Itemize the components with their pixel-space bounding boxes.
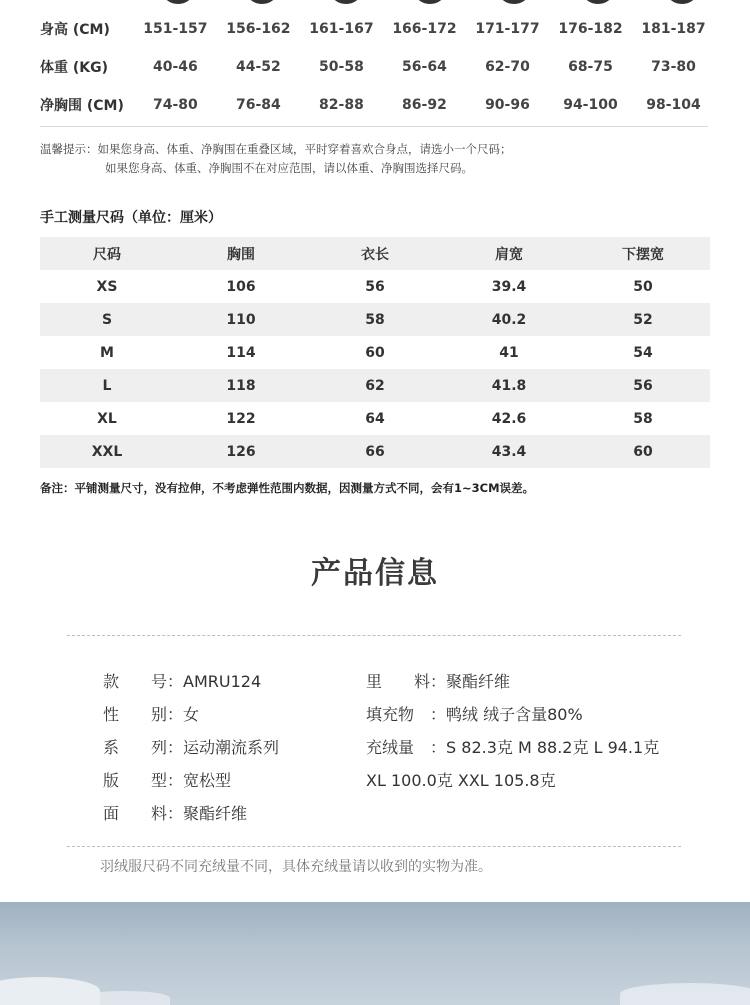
height-row bbox=[40, 10, 715, 48]
size-marker bbox=[247, 0, 277, 4]
cell: 68-75 bbox=[568, 59, 613, 75]
info-row: 填充物 ： 鸭绒 绒子含量80% bbox=[366, 698, 659, 731]
info-row: 充绒量 ： S 82.3克 M 88.2克 L 94.1克 bbox=[366, 731, 659, 764]
cell: 42.6 bbox=[491, 410, 527, 427]
cell: 43.4 bbox=[491, 443, 527, 460]
info-value: 运动潮流系列 bbox=[183, 738, 280, 757]
cell: 114 bbox=[226, 344, 256, 361]
banner-image bbox=[0, 902, 750, 1005]
cell: L bbox=[102, 377, 112, 394]
info-value: 聚酯纤维 bbox=[183, 804, 248, 823]
info-row: 款 号 ： AMRU124 bbox=[103, 665, 279, 698]
info-key: 系 列 bbox=[103, 738, 167, 757]
cell: XXL bbox=[91, 443, 123, 460]
cell: 82-88 bbox=[319, 97, 364, 113]
header-cell: 胸围 bbox=[227, 246, 255, 263]
body-size-table bbox=[40, 10, 715, 124]
info-value: AMRU124 bbox=[183, 672, 262, 691]
cell: 110 bbox=[226, 311, 256, 328]
header-cell: 下摆宽 bbox=[622, 246, 664, 263]
cell: 62-70 bbox=[485, 59, 530, 75]
info-row bbox=[366, 764, 659, 797]
cell: 86-92 bbox=[402, 97, 447, 113]
info-value: 聚酯纤维 bbox=[446, 672, 511, 691]
info-value: 女 bbox=[183, 705, 200, 724]
info-key: 填充物 bbox=[366, 705, 415, 724]
info-key: 性 别 bbox=[103, 705, 167, 724]
cell: M bbox=[100, 344, 114, 361]
cell: 66 bbox=[365, 443, 385, 460]
cell: 50 bbox=[633, 278, 653, 295]
product-info-left bbox=[103, 665, 279, 830]
cell: 98-104 bbox=[646, 97, 701, 113]
info-key: 里 料 bbox=[366, 672, 430, 691]
cell: 44-52 bbox=[236, 59, 281, 75]
cloud-shape bbox=[80, 991, 170, 1005]
table-row bbox=[40, 270, 710, 303]
cell: 161-167 bbox=[309, 21, 374, 37]
cell: 176-182 bbox=[558, 21, 623, 37]
info-key: 面 料 bbox=[103, 804, 167, 823]
cell: 60 bbox=[633, 443, 653, 460]
info-row: 系 列 ： 运动潮流系列 bbox=[103, 731, 279, 764]
cell: 181-187 bbox=[641, 21, 706, 37]
cell: 90-96 bbox=[485, 97, 530, 113]
cell: 122 bbox=[226, 410, 256, 427]
cell: 39.4 bbox=[491, 278, 527, 295]
cell: 50-58 bbox=[319, 59, 364, 75]
chest-row bbox=[40, 86, 715, 124]
cell: 60 bbox=[365, 344, 385, 361]
table-row bbox=[40, 303, 710, 336]
info-key: 充绒量 bbox=[366, 738, 415, 757]
measure-title: 手工测量尺码（单位：厘米） bbox=[40, 210, 222, 226]
product-info-right bbox=[366, 665, 659, 797]
size-marker bbox=[583, 0, 613, 4]
measure-note: 备注：平铺测量尺寸，没有拉伸，不考虑弹性范围内数据，因测量方式不同，会有1~3CM误差。 bbox=[40, 481, 535, 495]
size-marker bbox=[415, 0, 445, 4]
cell: 126 bbox=[226, 443, 256, 460]
disclaimer: 羽绒服尺码不同充绒量不同，具体充绒量请以收到的实物为准。 bbox=[100, 859, 492, 875]
tip-line-2: 如果您身高、体重、净胸围不在对应范围，请以体重、净胸围选择尺码。 bbox=[105, 161, 473, 175]
info-row: 里 料 ： 聚酯纤维 bbox=[366, 665, 659, 698]
weight-row bbox=[40, 48, 715, 86]
cell: 76-84 bbox=[236, 97, 281, 113]
cell: XS bbox=[96, 278, 118, 295]
info-value: 鸭绒 绒子含量80% bbox=[446, 705, 583, 724]
info-row: 性 别 ： 女 bbox=[103, 698, 279, 731]
cell: 74-80 bbox=[153, 97, 198, 113]
info-value: S 82.3克 M 88.2克 L 94.1克 bbox=[446, 738, 660, 757]
cell: 151-157 bbox=[143, 21, 208, 37]
dashed-divider bbox=[67, 635, 681, 636]
info-value: 宽松型 bbox=[183, 771, 232, 790]
cell: 166-172 bbox=[392, 21, 457, 37]
cell: 73-80 bbox=[651, 59, 696, 75]
cell: 54 bbox=[633, 344, 653, 361]
info-row: 面 料 ： 聚酯纤维 bbox=[103, 797, 279, 830]
cell: 156-162 bbox=[226, 21, 291, 37]
info-value: XL 100.0克 XXL 105.8克 bbox=[366, 771, 556, 790]
tip-line-1: 温馨提示：如果您身高、体重、净胸围在重叠区域，平时穿着喜欢合身点，请选小一个尺码； bbox=[40, 142, 512, 156]
table-header bbox=[40, 237, 710, 270]
cell: 56 bbox=[633, 377, 653, 394]
cell: 40.2 bbox=[491, 311, 527, 328]
cell: XL bbox=[97, 410, 117, 427]
size-marker bbox=[667, 0, 697, 4]
cell: 41.8 bbox=[491, 377, 527, 394]
size-marker bbox=[163, 0, 193, 4]
cell: 64 bbox=[365, 410, 385, 427]
divider bbox=[40, 126, 708, 127]
cell: 41 bbox=[499, 344, 519, 361]
table-row bbox=[40, 336, 710, 369]
cell: 62 bbox=[365, 377, 385, 394]
cell: 40-46 bbox=[153, 59, 198, 75]
cell: 171-177 bbox=[475, 21, 540, 37]
row-label: 净胸围 (CM) bbox=[40, 98, 124, 114]
cell: 106 bbox=[226, 278, 256, 295]
product-info-title: 产品信息 bbox=[311, 556, 439, 591]
info-key: 款 号 bbox=[103, 672, 167, 691]
row-label: 身高 (CM) bbox=[40, 22, 110, 38]
measure-table bbox=[40, 237, 710, 468]
row-label: 体重 (KG) bbox=[40, 60, 109, 76]
cell: S bbox=[101, 311, 113, 328]
cloud-shape bbox=[620, 983, 750, 1005]
table-row bbox=[40, 369, 710, 402]
dashed-divider bbox=[67, 846, 681, 847]
info-row: 版 型 ： 宽松型 bbox=[103, 764, 279, 797]
size-marker bbox=[499, 0, 529, 4]
cell: 56-64 bbox=[402, 59, 447, 75]
cell: 52 bbox=[633, 311, 653, 328]
size-marker bbox=[331, 0, 361, 4]
cell: 58 bbox=[365, 311, 385, 328]
cell: 118 bbox=[226, 377, 256, 394]
cell: 56 bbox=[365, 278, 385, 295]
header-cell: 衣长 bbox=[361, 246, 389, 263]
info-key: 版 型 bbox=[103, 771, 167, 790]
header-cell: 肩宽 bbox=[495, 246, 523, 263]
table-row bbox=[40, 435, 710, 468]
size-tip bbox=[40, 140, 512, 178]
header-cell: 尺码 bbox=[93, 246, 121, 263]
cell: 94-100 bbox=[563, 97, 618, 113]
cell: 58 bbox=[633, 410, 653, 427]
table-row bbox=[40, 402, 710, 435]
